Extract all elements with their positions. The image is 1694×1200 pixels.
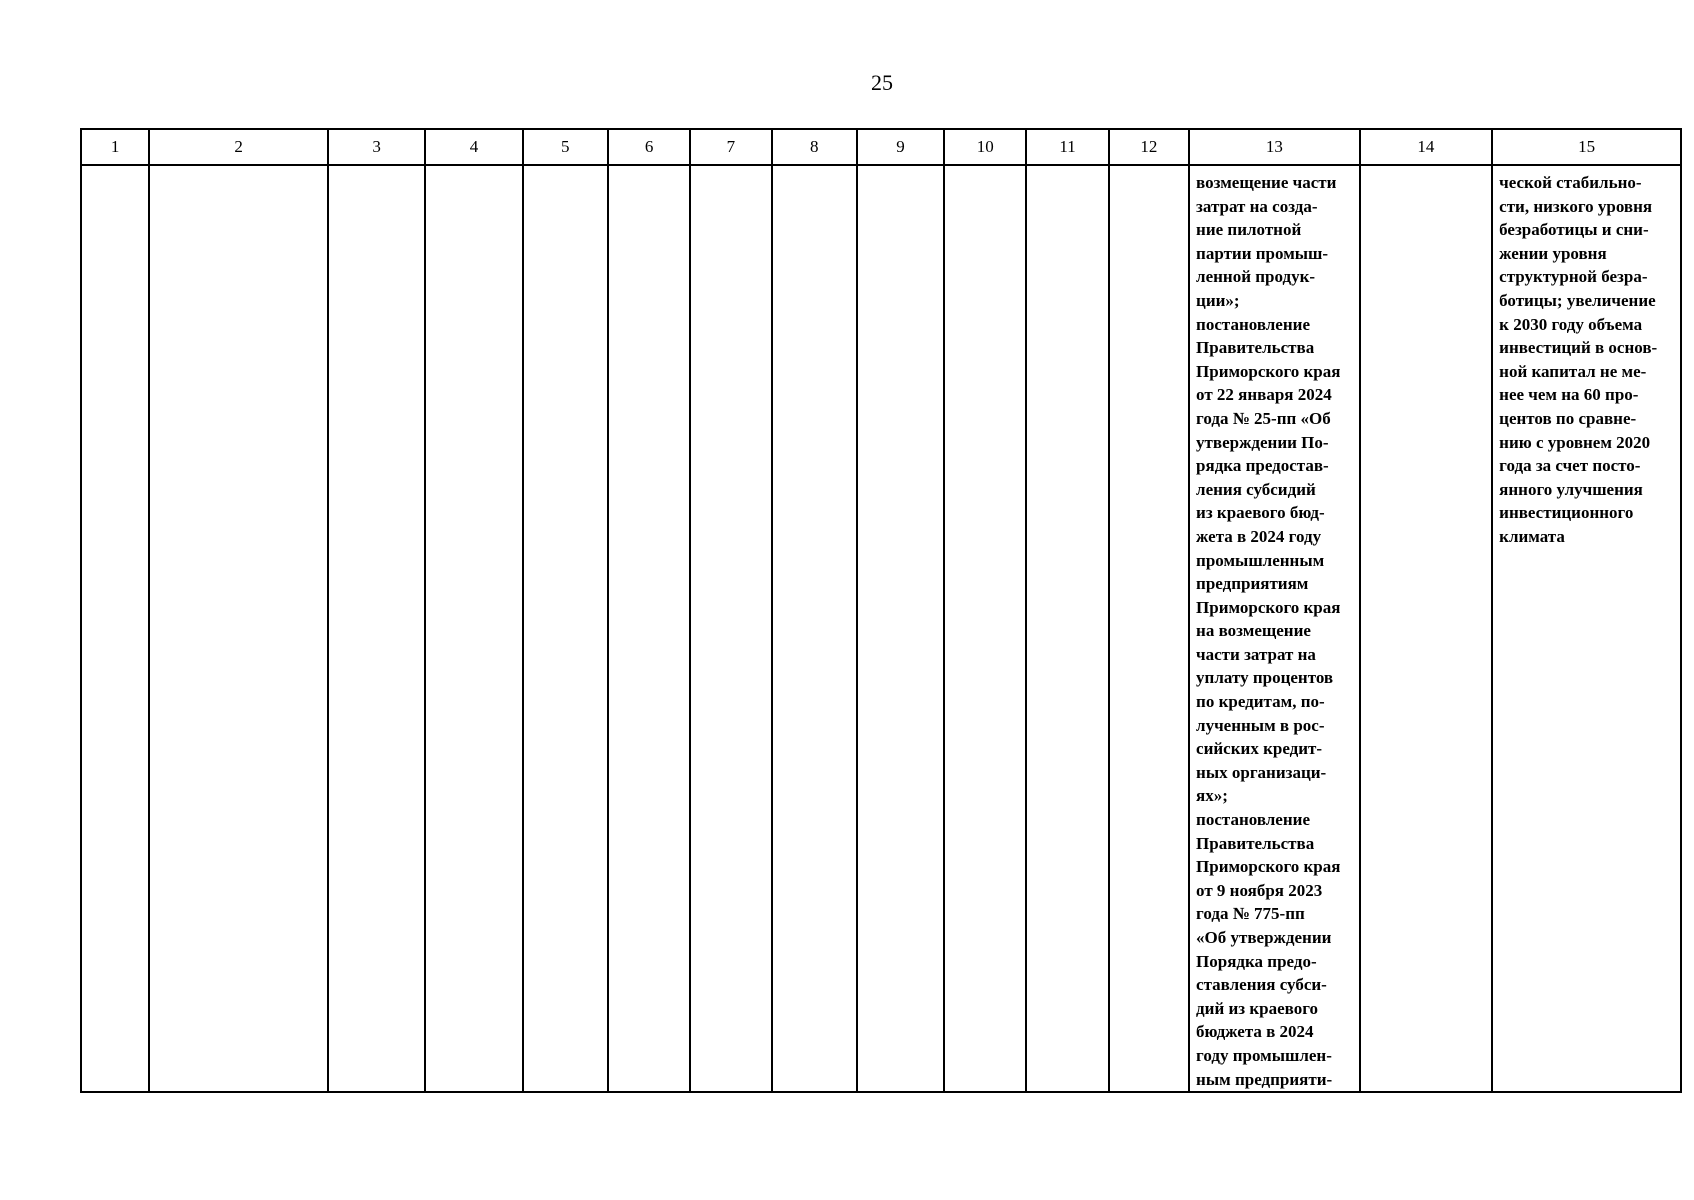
column-header-14: 14 [1360, 129, 1492, 165]
cell-col-4 [425, 165, 522, 1092]
cell-col-1 [81, 165, 149, 1092]
cell-col-14 [1360, 165, 1492, 1092]
column-header-13: 13 [1189, 129, 1360, 165]
column-header-11: 11 [1026, 129, 1108, 165]
page-number: 25 [871, 70, 893, 95]
col-15-text: ческой стабильно- сти, низкого уровня безработицы и сни- жении уровня структурной безра- ботицы; увеличение к 2030 году объема инвестиций в основ- ной капитал не ме- нее чем на 60 про- центов по сравне- нию с уровнем 2020 года за счет посто- янного улучшения инвестиционного климата [1499, 173, 1658, 546]
column-header-8: 8 [772, 129, 857, 165]
header-row [81, 129, 1681, 165]
column-header-1: 1 [81, 129, 149, 165]
cell-col-13 [1189, 165, 1360, 1092]
column-header-2: 2 [149, 129, 328, 165]
cell-col-6 [608, 165, 690, 1092]
column-header-12: 12 [1109, 129, 1189, 165]
column-header-3: 3 [328, 129, 425, 165]
cell-col-5 [523, 165, 608, 1092]
column-header-9: 9 [857, 129, 944, 165]
column-header-6: 6 [608, 129, 690, 165]
table-row [81, 165, 1681, 1092]
cell-col-8 [772, 165, 857, 1092]
cell-col-9 [857, 165, 944, 1092]
cell-col-3 [328, 165, 425, 1092]
cell-col-10 [944, 165, 1026, 1092]
col-13-text: возмещение части затрат на созда- ние пилотной партии промыш- ленной продук- ции»; постановление Правительства Приморского края от 22 января 2024 года № 25-пп «Об утверждении По- рядка предостав- ления субсидий из краевого бюд- жета в 2024 году промышленным предприятиям Приморского края на возмещение части затрат на уплату процентов по кредитам, по- лученным в рос- сийских кредит- ных организаци- ях»; постановление Правительства Приморского края от 9 ноября 2023 года № 775-пп «Об утверждении Порядка предо- ставления субси- дий из краевого бюджета в 2024 году промышлен- ным предприяти- [1196, 173, 1341, 1089]
document-table [80, 128, 1682, 1093]
cell-col-2 [149, 165, 328, 1092]
cell-col-11 [1026, 165, 1108, 1092]
cell-col-15 [1492, 165, 1681, 1092]
column-header-5: 5 [523, 129, 608, 165]
column-header-7: 7 [690, 129, 771, 165]
column-header-10: 10 [944, 129, 1026, 165]
cell-col-12 [1109, 165, 1189, 1092]
column-header-15: 15 [1492, 129, 1681, 165]
cell-col-7 [690, 165, 771, 1092]
column-header-4: 4 [425, 129, 522, 165]
